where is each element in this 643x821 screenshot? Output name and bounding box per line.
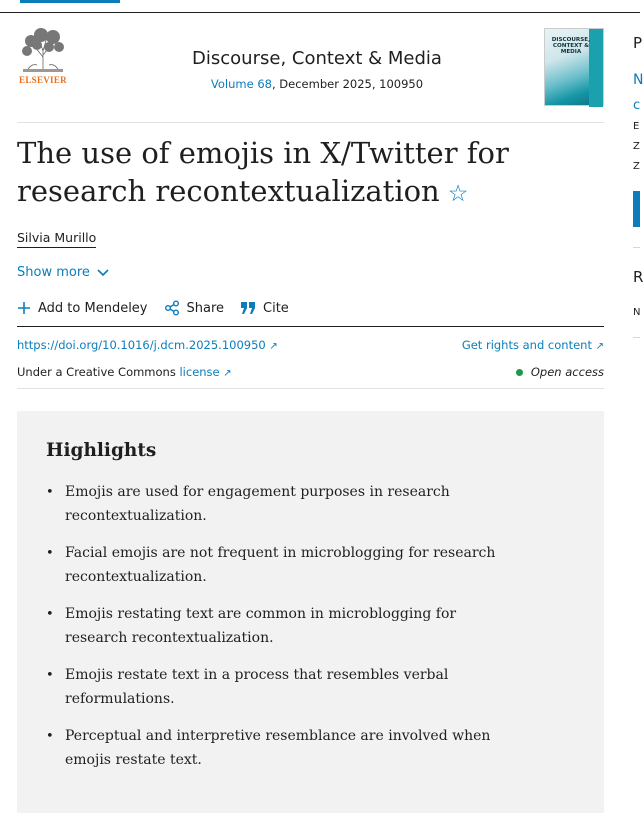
sidebar-text-letter: N: [633, 307, 641, 318]
rights-link[interactable]: [462, 338, 604, 352]
open-access-label: Open access: [530, 365, 604, 379]
article-title-text: The use of emojis in X/Twitter for research recontextualization: [17, 136, 509, 208]
article-title: [17, 134, 617, 213]
external-link-icon: ↗: [223, 368, 232, 379]
cover-title: DISCOURSE, CONTEXT & MEDIA: [551, 37, 591, 55]
issue-info: , December 2025, 100950: [271, 77, 424, 91]
doi-text: https://doi.org/10.1016/j.dcm.2025.100950: [17, 338, 266, 352]
elsevier-logo[interactable]: [17, 27, 69, 87]
external-link-icon: ↗: [269, 341, 278, 352]
author-link[interactable]: Silvia Murillo: [17, 230, 96, 248]
sidebar-heading-letter: P: [633, 34, 643, 52]
volume-link[interactable]: Volume 68: [210, 77, 272, 91]
highlights-panel: [17, 411, 604, 813]
plus-icon: [17, 301, 31, 315]
divider: [17, 122, 604, 123]
show-more-label: Show more: [17, 265, 90, 280]
add-to-mendeley-button[interactable]: [17, 301, 148, 316]
open-access-badge: [516, 365, 604, 379]
share-button[interactable]: [164, 300, 225, 316]
sidebar-divider: [633, 247, 640, 248]
license-line: [17, 365, 232, 379]
list-item: • Emojis are used for engagement purposes in research recontextualization.: [46, 481, 516, 528]
star-icon[interactable]: ☆: [447, 181, 469, 207]
open-access-dot-icon: [516, 369, 523, 376]
elsevier-tree-icon: [17, 27, 69, 73]
chevron-down-icon: [97, 269, 109, 277]
rights-text: Get rights and content: [461, 338, 592, 352]
divider: [17, 326, 604, 327]
journal-cover[interactable]: [544, 28, 604, 106]
sidebar-link-letter[interactable]: N: [633, 72, 643, 88]
highlights-list: [46, 481, 516, 786]
sidebar-text-letter: Z: [633, 141, 640, 152]
license-link[interactable]: license: [179, 365, 220, 379]
cite-label: Cite: [263, 300, 289, 316]
quote-icon: [240, 301, 256, 315]
sidebar-text-letter: E: [633, 121, 640, 132]
license-prefix: Under a Creative Commons: [17, 365, 180, 379]
mendeley-label: Add to Mendeley: [38, 300, 148, 316]
sidebar-button[interactable]: [633, 191, 640, 227]
journal-title[interactable]: Discourse, Context & Media: [192, 48, 442, 69]
highlights-title: Highlights: [46, 440, 157, 461]
article-actions: [17, 300, 305, 316]
list-item: • Emojis restate text in a process that resembles verbal reformulations.: [46, 664, 516, 711]
list-item: • Emojis restating text are common in microblogging for research recontextualization.: [46, 603, 516, 650]
sidebar-link-letter[interactable]: c: [633, 98, 641, 113]
divider: [17, 388, 604, 389]
show-more-button[interactable]: [17, 265, 109, 280]
share-label: Share: [186, 300, 225, 316]
external-link-icon: ↗: [595, 341, 604, 352]
journal-issue-info: [130, 77, 504, 91]
publisher-name: ELSEVIER: [19, 75, 67, 85]
sidebar-divider: [633, 337, 640, 338]
header-divider: [0, 12, 640, 13]
sidebar-heading-letter: R: [633, 268, 643, 286]
doi-link[interactable]: [17, 338, 278, 352]
active-tab-indicator: [20, 0, 120, 3]
cite-button[interactable]: [240, 301, 289, 316]
list-item: • Perceptual and interpretive resemblance are involved when emojis restate text.: [46, 725, 516, 772]
share-icon: [164, 300, 180, 316]
list-item: • Facial emojis are not frequent in microblogging for research recontextualization.: [46, 542, 516, 589]
sidebar-text-letter: Z: [633, 161, 640, 172]
